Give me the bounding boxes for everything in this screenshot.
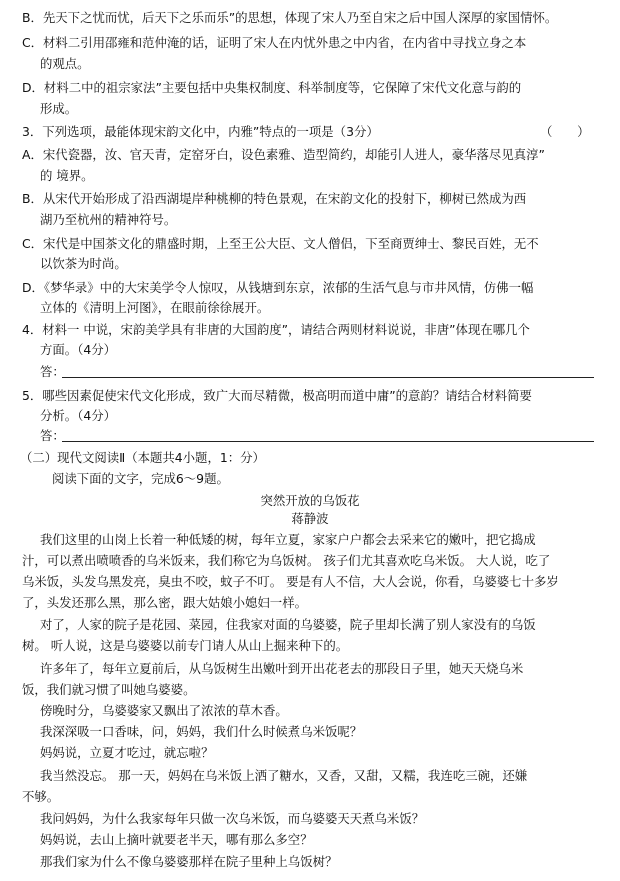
paragraph-8: 我问妈妈，为什么我家每年只做一次乌米饭，而乌婆婆天天煮乌米饭？ bbox=[40, 811, 425, 826]
q2-option-d-cont: 形成。 bbox=[40, 101, 78, 116]
paragraph-3-line-1: 许多年了，每年立夏前后，从乌饭树生出嫩叶到开出花老去的那段日子里，她天天烧乌米 bbox=[40, 661, 524, 676]
paragraph-10: 那我们家为什么不像乌婆婆那样在院子里种上乌饭树？ bbox=[40, 854, 338, 869]
q3-stem: 3．下列选项，最能体现宋韵文化中，内雅”特点的一项是（3分） bbox=[22, 124, 379, 139]
q3-answer-bracket: （ ） bbox=[540, 124, 590, 139]
paragraph-6: 妈妈说，立夏才吃过，就忘啦？ bbox=[40, 745, 214, 760]
q5-stem: 5．哪些因素促使宋代文化形成，致广大而尽精微，极高明而道中庸”的意韵？请结合材料简要 bbox=[22, 388, 532, 403]
paragraph-1-line-1: 我们这里的山岗上长着一种低矮的树，每年立夏，家家户户都会去采来它的嫩叶，把它捣成 bbox=[40, 532, 536, 547]
paragraph-9: 妈妈说，去山上摘叶就要老半天，哪有那么多空？ bbox=[40, 832, 313, 847]
q5-stem-cont: 分析。（4分） bbox=[40, 408, 117, 423]
paragraph-1-line-2: 汁，可以煮出喷喷香的乌米饭来，我们称它为乌饭树。 孩子们尤其喜欢吃乌米饭。 大人说，吃了 bbox=[22, 553, 551, 568]
q3-option-b: B．从宋代开始形成了沿西湖堤岸种桃柳的特色景观，在宋韵文化的投射下，柳树已然成为西 bbox=[22, 191, 527, 206]
q5-answer-line[interactable] bbox=[62, 441, 594, 442]
q3-option-d-cont: 立体的《清明上河图》，在眼前徐徐展开。 bbox=[40, 300, 270, 315]
paragraph-7-line-2: 不够。 bbox=[22, 789, 60, 804]
q2-option-c: C．材料二引用邵雍和范仲淹的话，证明了宋人在内忧外患之中内省，在内省中寻找立身之本 bbox=[22, 35, 527, 50]
q4-answer-line[interactable] bbox=[62, 377, 594, 378]
q2-option-c-cont: 的观点。 bbox=[40, 56, 90, 71]
paragraph-2-line-1: 对了，人家的院子是花园、菜园，住我家对面的乌婆婆，院子里却长满了别人家没有的乌饭 bbox=[40, 617, 536, 632]
paragraph-5: 我深深吸一口香味，问，妈妈，我们什么时候煮乌米饭呢？ bbox=[40, 724, 363, 739]
paragraph-2-line-2: 树。 听人说，这是乌婆婆以前专门请人从山上掘来种下的。 bbox=[22, 638, 349, 653]
q4-stem-cont: 方面。（4分） bbox=[40, 342, 117, 357]
q4-stem: 4．材料一 中说，宋韵美学具有非唐的大国韵度”，请结合两则材料说说，非唐”体现在哪几个 bbox=[22, 322, 530, 337]
paragraph-3-line-2: 饭，我们就习惯了叫她乌婆婆。 bbox=[22, 682, 196, 697]
q3-option-d: D．《梦华录》中的大宋美学令人惊叹，从钱塘到东京，浓郁的生活气息与市井风情，仿佛一幅 bbox=[22, 280, 534, 295]
article-title: 突然开放的乌饭花 bbox=[260, 493, 360, 508]
paragraph-1-line-4: 了，头发还那么黑，那么密，跟大姑娘小媳妇一样。 bbox=[22, 595, 307, 610]
paragraph-7-line-1: 我当然没忘。 那一天，妈妈在乌米饭上洒了糖水，又香，又甜，又糯，我连吃三碗，还嫌 bbox=[40, 768, 528, 783]
section-instruction: 阅读下面的文字，完成6～9题。 bbox=[52, 471, 229, 486]
q3-option-c-cont: 以饮茶为时尚。 bbox=[40, 256, 127, 271]
q3-option-a: A．宋代瓷器，汝、官天青，定窑牙白，设色素雅、造型简约，却能引人进人，豪华落尽见真淳” bbox=[22, 147, 545, 162]
section-title: （二）现代文阅读Ⅱ（本题共4小题，1：分） bbox=[20, 450, 265, 465]
q3-option-c: C．宋代是中国茶文化的鼎盛时期，上至王公大臣、文人僧侣，下至商贾绅士、黎民百姓，无不 bbox=[22, 236, 539, 251]
paragraph-4: 傍晚时分，乌婆婆家又飘出了浓浓的草木香。 bbox=[40, 703, 288, 718]
q3-option-a-cont: 的 境界。 bbox=[40, 168, 94, 183]
q2-option-d: D．材料二中的祖宗家法”主要包括中央集权制度、科举制度等，它保障了宋代文化意与韵的 bbox=[22, 80, 522, 95]
q3-option-b-cont: 湖乃至杭州的精神符号。 bbox=[40, 212, 177, 227]
q4-answer-label: 答： bbox=[40, 364, 65, 379]
article-author: 蒋静波 bbox=[291, 511, 329, 526]
paragraph-1-line-3: 乌米饭，头发乌黑发亮，臭虫不咬，蚊子不叮。 要是有人不信，大人会说，你看，乌婆婆七十多岁 bbox=[22, 574, 559, 589]
q2-option-b: B．先天下之忧而忧，后天下之乐而乐”的思想，体现了宋人乃至自宋之后中国人深厚的家国情怀。 bbox=[22, 10, 558, 25]
q5-answer-label: 答： bbox=[40, 428, 65, 443]
